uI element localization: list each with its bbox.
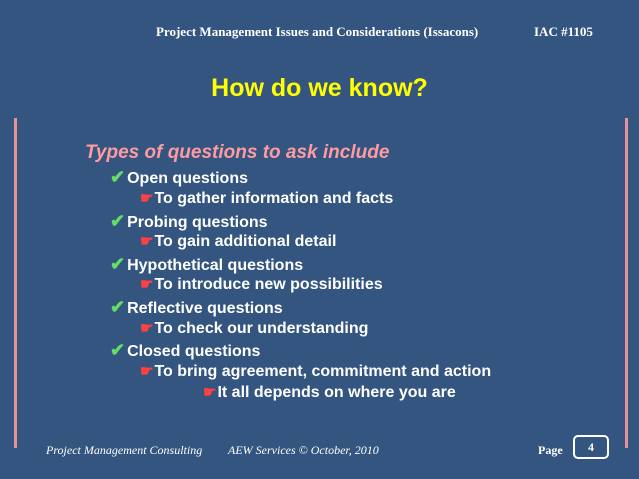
pointing-hand-icon: ☛	[140, 190, 154, 207]
question-purpose-hypothetical	[140, 275, 383, 295]
final-note	[203, 383, 456, 403]
pointing-hand-icon: ☛	[140, 363, 154, 380]
page-number: 4	[588, 439, 594, 454]
question-purpose-label: To gain additional detail	[154, 233, 337, 250]
pointing-hand-icon: ☛	[140, 320, 154, 337]
right-side-bar	[625, 118, 628, 448]
header-code: IAC #1105	[534, 24, 593, 39]
question-purpose-open	[140, 189, 393, 209]
question-purpose-label: To introduce new possibilities	[154, 276, 383, 293]
question-purpose-label: To check our understanding	[154, 320, 369, 337]
pointing-hand-icon: ☛	[203, 384, 217, 401]
question-type-label: Closed questions	[127, 343, 261, 360]
pointing-hand-icon: ☛	[140, 276, 154, 293]
question-type-closed	[110, 340, 260, 362]
footer-copyright: AEW Services © October, 2010	[228, 443, 379, 457]
question-purpose-reflective	[140, 319, 368, 339]
page-label: Page	[538, 443, 563, 457]
question-type-label: Reflective questions	[127, 300, 283, 317]
question-purpose-label: To gather information and facts	[154, 190, 394, 207]
header-title: Project Management Issues and Considerations (Issacons)	[156, 24, 479, 39]
slide-title: How do we know?	[211, 74, 428, 102]
check-icon: ✔	[110, 211, 126, 231]
question-type-open	[110, 167, 248, 189]
question-type-reflective	[110, 297, 283, 319]
check-icon: ✔	[110, 340, 126, 360]
check-icon: ✔	[110, 254, 126, 274]
page-number-box	[573, 435, 609, 459]
final-note-label: It all depends on where you are	[217, 384, 456, 401]
question-type-label: Hypothetical questions	[127, 257, 304, 274]
check-icon: ✔	[110, 167, 126, 187]
question-purpose-closed	[140, 362, 491, 382]
left-side-bar	[14, 118, 17, 448]
question-type-label: Probing questions	[127, 214, 268, 231]
question-type-hypothetical	[110, 254, 303, 276]
question-purpose-probing	[140, 232, 336, 252]
question-type-label: Open questions	[127, 170, 248, 187]
question-purpose-label: To bring agreement, commitment and action	[154, 363, 492, 380]
pointing-hand-icon: ☛	[140, 233, 154, 250]
question-type-probing	[110, 211, 268, 233]
footer-organization: Project Management Consulting	[46, 443, 203, 457]
check-icon: ✔	[110, 297, 126, 317]
section-heading: Types of questions to ask include	[85, 142, 390, 163]
